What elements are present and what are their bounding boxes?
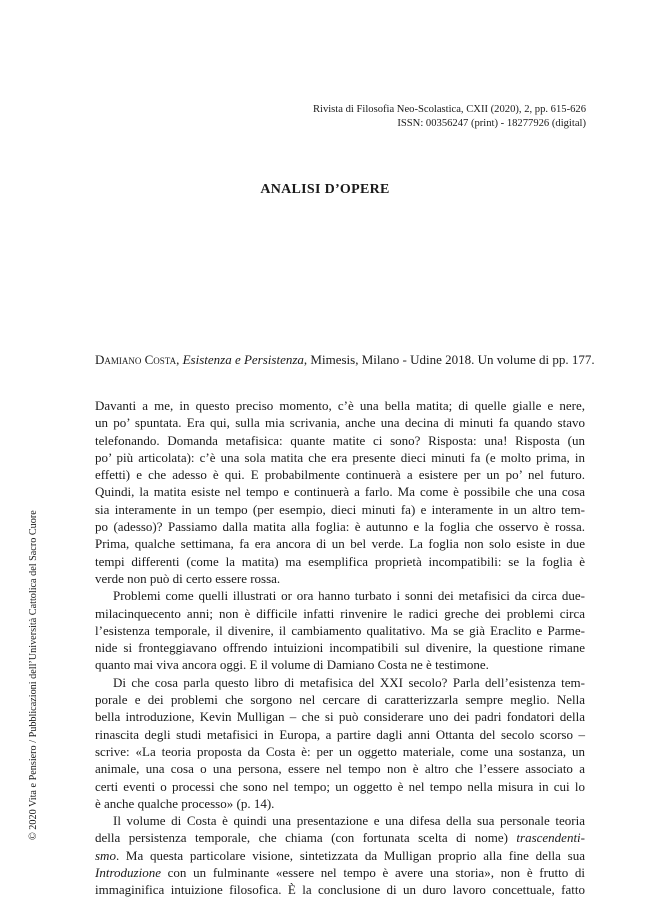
issn-line: ISSN: 00356247 (print) - 18277926 (digital) [397, 118, 586, 129]
paragraph-1 [95, 397, 585, 587]
text-line: Quindi, la matita esiste nel tempo e continuerà a farlo. Ma come è possibile che una cosa [95, 484, 585, 500]
text-line: porale e dei problemi che sorgono nel cercare di caratterizzarla sempre meglio. Nella [95, 692, 585, 708]
text-line: po’ più articolata): c’è una sola matita che era presente dieci minuti fa (e molto prima, in [95, 449, 585, 465]
paragraph-2 [95, 587, 585, 673]
text-line: Di che cosa parla questo libro di metafisica del XXI secolo? Parla dell’esistenza tem- [113, 674, 585, 690]
italic-term: trascendenti- [516, 830, 585, 846]
journal-citation: Rivista di Filosofia Neo-Scolastica, CXII (2020), 2, pp. 615-626 [312, 104, 586, 115]
text-line: Davanti a me, in questo preciso momento, c’è una bella matita; di quelle gialle e nere, [95, 398, 585, 413]
text-line: nide si fronteggiavano offrendo intuizioni incompatibili sul divenire, la questione rimane [95, 640, 585, 656]
text-line: po (adesso)? Passiamo dalla matita alla foglia: è autunno e la foglia che osservo è rossa. [95, 519, 585, 535]
text-line: effetti) e che adesso è qui. E probabilmente continuerà a esistere per un po’ nel futuro. [95, 467, 585, 483]
text-line: certi eventi o processi che sono nel tempo; un oggetto è nel tempo nella misura in cui lo [95, 778, 585, 794]
side-copyright: © 2020 Vita e Pensiero / Pubblicazioni dell’Università Cattolica del Sacro Cuore [28, 510, 39, 840]
book-author: Damiano Costa [95, 352, 177, 367]
review-body [95, 397, 585, 899]
text-line: milacinquecento anni; non è difficile infatti rinvenire le radici greche dei problemi circa [95, 605, 585, 621]
text-line: telefonando. Domanda metafisica: quante matite ci sono? Risposta: una! Risposta (un [95, 432, 585, 448]
text-line: animale, una cosa o una persona, essere nel tempo non è altro che l’essere associato a [95, 761, 585, 777]
italic-term: Introduzione [95, 865, 161, 881]
book-pages: pp. 177. [552, 352, 595, 367]
text-line: Problemi come quelli illustrati or ora hanno turbato i sonni dei metafisici da circa due- [113, 588, 585, 604]
section-title: ANALISI D’OPERE [260, 182, 390, 197]
text-line: smo. Ma questa particolare visione, sintetizzata da Mulligan proprio alla fine della sua [95, 847, 585, 863]
text-line: sia interamente in un tempo (per esempio, dieci minuti fa) e interamente in un altro tem- [95, 501, 585, 517]
text-line: bella introduzione, Kevin Mulligan – che si può considerare uno dei padri fondatori della [95, 709, 585, 725]
text-line: quanto mai viva ancora oggi. E il volume di Damiano Costa ne è testimone. [95, 657, 489, 673]
text-line: immaginifica intuizione filosofica. È la conclusione di un duro lavoro concettuale, fatto [95, 882, 585, 898]
paragraph-4 [95, 812, 585, 898]
text-line: rinascita degli studi metafisici in Europa, a partire dagli anni Ottanta del secolo scorso – [95, 726, 585, 742]
text-line: verde non può di certo essere rossa. [95, 570, 281, 586]
text-line: scrive: «La teoria proposta da Costa è: per un oggetto materiale, come una sostanza, un [95, 743, 585, 759]
text-line: è anche qualche processo» (p. 14). [95, 795, 275, 811]
journal-header [313, 103, 586, 131]
text-line: Introduzione con un fulminante «essere nel tempo è avere una storia», non è frutto di [95, 865, 585, 881]
paragraph-3 [95, 674, 585, 812]
text-line: un po’ spuntata. Era qui, sulla mia scrivania, anche una decina di minuti fa quando stavo [95, 415, 585, 431]
text-line: l’esistenza temporale, il divenire, il cambiamento qualitativo. Ma se già Eraclito e Parme- [95, 622, 585, 638]
text-line: Prima, qualche settimana, fa era ancora di un bel verde. La foglia non solo esiste in due [95, 536, 585, 552]
text-line: tempi differenti (come la matita) ma esemplifica proprietà incompatibili: se la foglia è [95, 553, 585, 569]
italic-term: smo [95, 847, 116, 863]
book-title: Esistenza e Persistenza [182, 352, 304, 367]
text-line: Il volume di Costa è quindi una presentazione e una difesa della sua personale teoria [113, 813, 585, 829]
text-line: della persistenza temporale, che chiama (con fortunata scelta di nome) trascendenti- [95, 830, 585, 846]
book-details: , Mimesis, Milano - Udine 2018. Un volume di [303, 352, 550, 367]
book-reference: Damiano Costa, Esistenza e Persistenza, Mimesis, Milano - Udine 2018. Un volume di pp. 177. [95, 352, 595, 367]
